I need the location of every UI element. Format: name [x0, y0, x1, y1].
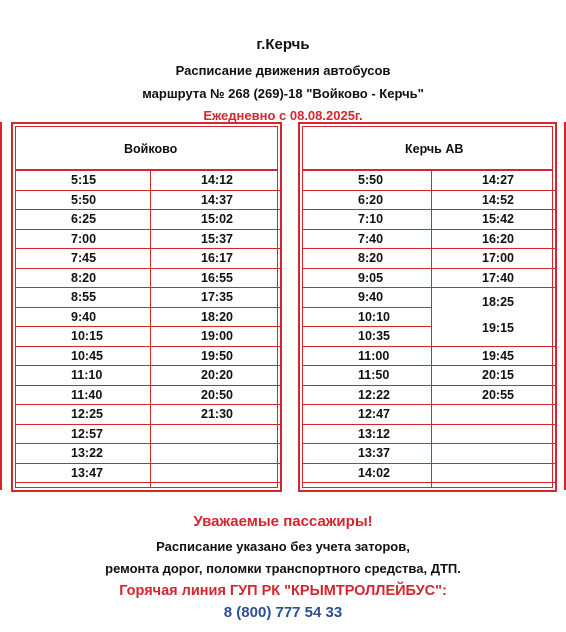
table-row-cell-col2	[151, 269, 281, 289]
table-row-cell-col2	[151, 230, 281, 250]
table-row-cell-col1	[16, 366, 150, 386]
table-row-cell-col1	[16, 230, 150, 250]
departure-time: 16:55	[201, 270, 233, 285]
table-row-cell-col1	[16, 327, 150, 347]
departure-time: 12:22	[358, 387, 390, 402]
table-row-cell-col1	[16, 464, 150, 484]
note-line-1: Расписание указано без учета заторов,	[156, 539, 410, 554]
table-row-cell-col1	[303, 308, 431, 328]
departure-time: 6:20	[358, 192, 384, 207]
table-row-cell-col2	[151, 347, 281, 367]
table-row-cell-col2	[432, 366, 556, 386]
departure-time: 20:55	[482, 387, 514, 402]
departure-time: 8:55	[71, 290, 97, 304]
table-row-cell-col1	[303, 386, 431, 406]
table-row-cell-col1	[303, 366, 431, 386]
departure-time: 5:50	[358, 173, 384, 187]
departure-time: 12:57	[71, 426, 103, 441]
table-row-cell-col1	[16, 405, 150, 425]
table-row-cell-col2	[432, 269, 556, 289]
table-row-cell-col1	[303, 230, 431, 250]
station-name-voikovo: Войково	[124, 142, 178, 156]
departure-time: 10:45	[71, 348, 103, 363]
greeting: Уважаемые пассажиры!	[193, 513, 373, 530]
table-row-cell-col2	[151, 249, 281, 269]
departure-time: 21:30	[201, 407, 233, 421]
departure-time: 13:37	[358, 446, 390, 460]
departure-time: 18:25	[482, 295, 514, 309]
departure-time: 14:27	[482, 173, 514, 187]
departure-time: 10:15	[71, 329, 103, 343]
departure-time: 17:00	[482, 251, 514, 265]
table-row-cell-col1	[16, 288, 150, 308]
table-row-cell-col1	[16, 308, 150, 328]
table-row-cell-col1	[303, 288, 431, 308]
table-row-cell-col2	[432, 444, 556, 464]
departure-time: 20:15	[482, 368, 514, 382]
departure-time: 8:20	[358, 251, 384, 265]
table-row-cell-col2	[432, 405, 556, 425]
departure-time: 15:02	[201, 212, 233, 226]
schedule-table-voikovo	[11, 122, 282, 492]
departure-time: 9:40	[71, 309, 97, 324]
departure-time: 19:50	[201, 348, 233, 363]
table-row-cell-col2	[151, 444, 281, 464]
departure-time: 14:52	[482, 192, 514, 207]
table-row-cell-col1	[303, 249, 431, 269]
table-row-cell-col1	[16, 210, 150, 230]
hotline-phone[interactable]: 8 (800) 777 54 33	[223, 604, 343, 621]
departure-time: 13:12	[358, 426, 390, 441]
table-row-cell-col1	[303, 269, 431, 289]
departure-time: 14:12	[201, 173, 233, 187]
table-row-cell-col2	[432, 347, 556, 367]
departure-time: 11:50	[358, 368, 390, 382]
table-row-cell-col1	[16, 425, 150, 445]
left-edge-border	[0, 122, 2, 490]
table-row-cell-col2	[432, 171, 556, 191]
departure-time: 15:37	[201, 231, 233, 246]
table-row-cell-col1	[303, 464, 431, 484]
departure-time: 12:25	[71, 407, 103, 421]
departure-time: 11:10	[71, 368, 103, 382]
departure-time: 5:50	[71, 192, 97, 207]
table-row-cell-col2	[432, 230, 556, 250]
departure-time: 12:47	[358, 407, 390, 421]
table-row-cell-col2	[432, 425, 556, 445]
departure-time: 7:10	[358, 212, 384, 226]
table-row-cell-col1	[303, 347, 431, 367]
table-row-cell-col1	[16, 171, 150, 191]
departure-time: 11:00	[358, 348, 390, 363]
table-row-cell-col1	[16, 386, 150, 406]
route-title: маршрута № 268 (269)-18 "Войково - Керчь"	[142, 86, 424, 101]
departure-time: 19:15	[482, 321, 514, 335]
table-row-cell-col1	[16, 347, 150, 367]
departure-time: 19:45	[482, 348, 514, 363]
table-row-cell-col1	[16, 249, 150, 269]
table-row-cell-col2	[432, 210, 556, 230]
hotline-label: Горячая линия ГУП РК "КРЫМТРОЛЛЕЙБУС":	[119, 583, 447, 599]
departure-time: 13:22	[71, 446, 103, 460]
departure-time: 16:17	[201, 251, 233, 265]
table-header-kerch	[303, 127, 552, 171]
table-row-cell-col1	[16, 269, 150, 289]
merged-cell	[432, 288, 556, 347]
departure-time: 9:05	[358, 270, 384, 285]
departure-time: 17:35	[201, 290, 233, 304]
departure-time: 16:20	[482, 231, 514, 246]
departure-time: 5:15	[71, 173, 97, 187]
table-row-cell-col2	[151, 386, 281, 406]
departure-time: 7:45	[71, 251, 97, 265]
table-row-cell-col2	[432, 249, 556, 269]
departure-time: 19:00	[201, 329, 233, 343]
departure-time: 9:40	[358, 290, 384, 304]
schedule-title: Расписание движения автобусов	[175, 63, 391, 78]
table-row-cell-col2	[151, 210, 281, 230]
table-row-cell-col2	[151, 288, 281, 308]
departure-time: 14:02	[358, 465, 390, 480]
table-row-cell-col2	[151, 464, 281, 484]
departure-time: 8:20	[71, 270, 97, 285]
departure-time: 10:35	[358, 329, 390, 343]
table-row-cell-col1	[303, 171, 431, 191]
departure-time: 17:40	[482, 270, 514, 285]
departure-time: 20:50	[201, 387, 233, 402]
departure-time: 14:37	[201, 192, 233, 207]
table-row-cell-col1	[303, 327, 431, 347]
departure-time: 13:47	[71, 465, 103, 480]
table-row-cell-col1	[303, 191, 431, 211]
table-row-cell-col2	[432, 191, 556, 211]
table-row-cell-col2	[151, 308, 281, 328]
table-row-cell-col1	[303, 444, 431, 464]
schedule-table-kerch	[298, 122, 557, 492]
departure-time: 20:20	[201, 368, 233, 382]
effective-date: Ежедневно с 08.08.2025г.	[203, 108, 363, 123]
departure-time: 7:00	[71, 231, 97, 246]
table-header-voikovo	[16, 127, 277, 171]
departure-time: 7:40	[358, 231, 384, 246]
table-row-cell-col2	[151, 191, 281, 211]
station-name-kerch: Керчь АВ	[405, 142, 464, 156]
departure-time: 11:40	[71, 387, 103, 402]
departure-time: 15:42	[482, 212, 514, 226]
table-row-cell-col2	[432, 464, 556, 484]
table-row-cell-col1	[303, 425, 431, 445]
table-row-cell-col1	[16, 444, 150, 464]
table-row-cell-col1	[303, 405, 431, 425]
table-row-cell-col2	[151, 405, 281, 425]
city-title: г.Керчь	[256, 36, 310, 53]
departure-time: 18:20	[201, 309, 233, 324]
departure-time: 10:10	[358, 309, 390, 324]
departure-time: 6:25	[71, 212, 97, 226]
table-row-cell-col1	[303, 210, 431, 230]
table-row-cell-col2	[151, 425, 281, 445]
table-row-cell-col2	[151, 327, 281, 347]
table-row-cell-col2	[432, 386, 556, 406]
note-line-2: ремонта дорог, поломки транспортного средства, ДТП.	[105, 561, 461, 576]
table-row-cell-col1	[16, 191, 150, 211]
table-row-cell-col2	[151, 366, 281, 386]
table-row-cell-col2	[151, 171, 281, 191]
